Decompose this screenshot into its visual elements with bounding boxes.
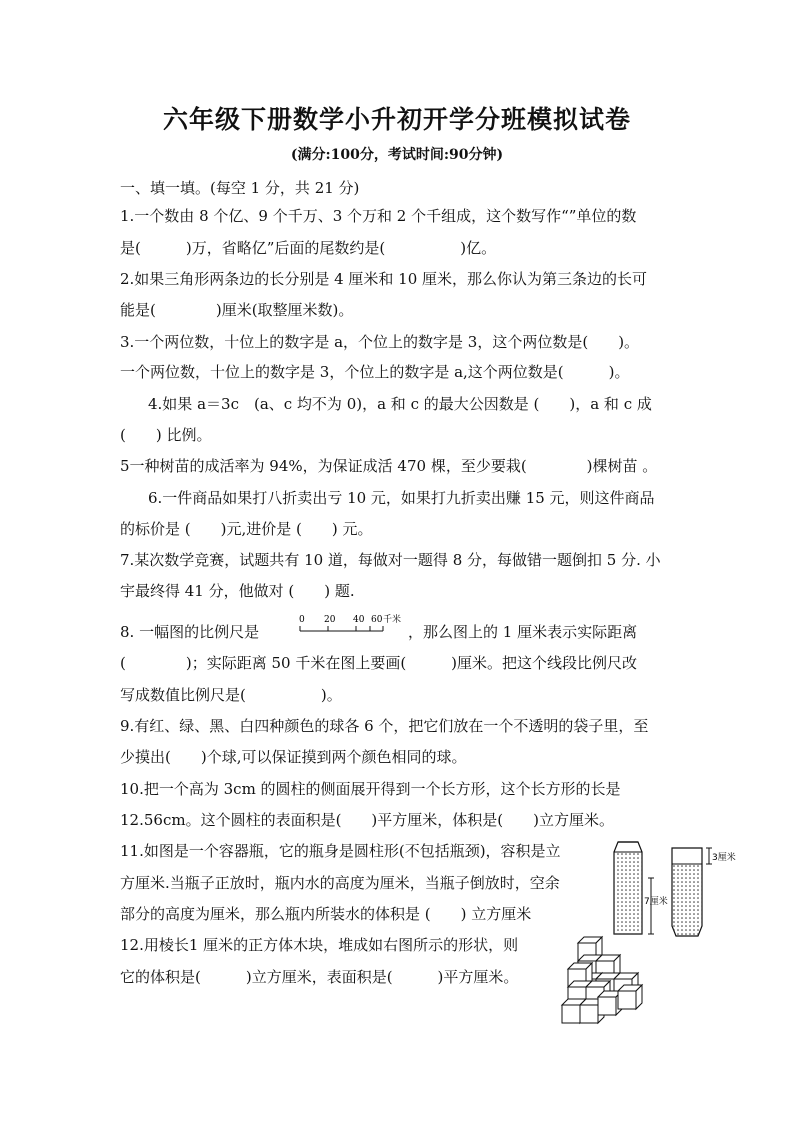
question-8-line-1-end: ，那么图上的 1 厘米表示实际距离 (408, 623, 638, 641)
question-9-line-2: 少摸出( )个球,可以保证摸到两个颜色相同的球。 (120, 748, 467, 766)
question-9-line-1: 9.有红、绿、黑、白四种颜色的球各 6 个，把它们放在一个不透明的袋子里，至 (120, 717, 649, 735)
scale-bar-figure (298, 612, 402, 638)
scale-tick-40: 40 (353, 615, 365, 625)
question-4-line-2: ( ) 比例。 (120, 426, 212, 444)
question-4-line-1: 4.如果 a＝3c (a、c 均不为 0)，a 和 c 的最大公因数是 ( )，a 和 c 成 (148, 395, 652, 413)
question-8-line-3: 写成数值比例尺是( )。 (120, 686, 342, 704)
page-title: 六年级下册数学小升初开学分班模拟试卷 (162, 105, 631, 134)
question-6-line-2: 的标价是 ( )元,进价是 ( ) 元。 (120, 520, 373, 538)
question-7-line-1: 7.某次数学竞赛，试题共有 10 道，每做对一题得 8 分，每做错一题倒扣 5 分. 小 (120, 551, 661, 569)
question-1-line-2: 是( )万，省略亿”后面的尾数约是( )亿。 (120, 239, 497, 257)
scale-tick-20: 20 (324, 615, 336, 625)
question-11-line-3: 部分的高度为厘米，那么瓶内所装水的体积是 ( ) 立方厘米 (120, 905, 532, 923)
question-7-line-2: 宇最终得 41 分，他做对 ( ) 题. (120, 582, 355, 600)
bottle-label-3cm: 3厘米 (712, 853, 736, 863)
question-10-line-1: 10.把一个高为 3cm 的圆柱的侧面展开得到一个长方形，这个长方形的长是 (120, 780, 621, 798)
question-5: 5一种树苗的成活率为 94%，为保证成活 470 棵，至少要栽( )棵树苗 。 (120, 457, 658, 475)
question-6-line-1: 6.一件商品如果打八折卖出亏 10 元，如果打九折卖出赚 15 元，则这件商品 (148, 489, 655, 507)
question-12-line-1: 12.用棱长1 厘米的正方体木块，堆成如右图所示的形状，则 (120, 936, 519, 954)
question-1-line-1: 1.一个数由 8 个亿、9 个千万、3 个万和 2 个千组成，这个数写作“”单位的数 (120, 207, 637, 225)
question-3-line-1: 3.一个两位数，十位上的数字是 a，个位上的数字是 3，这个两位数是( )。 (120, 333, 640, 351)
bottle-label-7cm: 7厘米 (644, 897, 668, 907)
section-heading: 一、填一填。(每空 1 分，共 21 分) (120, 179, 360, 197)
page-subtitle: (满分:100分，考试时间:90分钟) (290, 147, 504, 163)
question-11-line-1: 11.如图是一个容器瓶，它的瓶身是圆柱形(不包括瓶颈)，容积是立 (120, 842, 561, 860)
question-2-line-1: 2.如果三角形两条边的长分别是 4 厘米和 10 厘米，那么你认为第三条边的长可 (120, 270, 648, 288)
question-12-line-2: 它的体积是( )立方厘米，表面积是( )平方厘米。 (120, 968, 519, 986)
scale-tick-0: 0 (299, 615, 305, 625)
inverted-bottle (672, 848, 702, 936)
question-3-line-2: 一个两位数，十位上的数字是 3，个位上的数字是 a,这个两位数是( )。 (120, 363, 630, 381)
scale-tick-60: 60 (371, 615, 383, 625)
question-11-line-2: 方厘米.当瓶子正放时，瓶内水的高度为厘米，当瓶子倒放时，空余 (120, 874, 560, 892)
question-8-line-1-start: 8. 一幅图的比例尺是 (120, 623, 260, 641)
scale-unit: 千米 (383, 615, 402, 625)
question-2-line-2: 能是( )厘米(取整厘米数)。 (120, 301, 354, 319)
cube-stack-figure (558, 935, 662, 1027)
upright-bottle (614, 842, 642, 934)
question-10-line-2: 12.56cm。这个圆柱的表面积是( )平方厘米，体积是( )立方厘米。 (120, 811, 614, 829)
question-8-line-2: ( )；实际距离 50 千米在图上要画( )厘米。把这个线段比例尺改 (120, 654, 638, 672)
bottle-figure (604, 840, 744, 938)
